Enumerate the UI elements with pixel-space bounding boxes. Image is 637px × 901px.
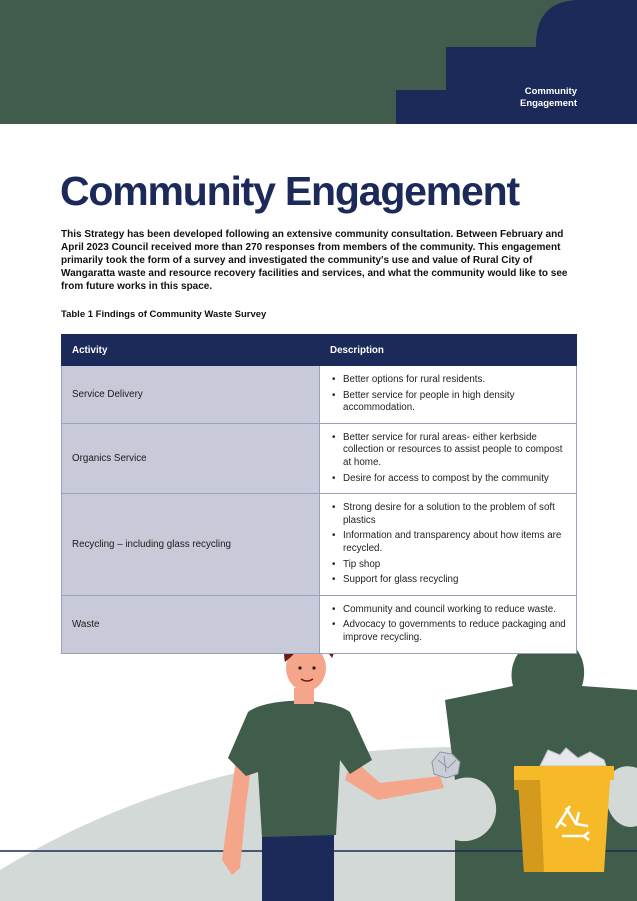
table-row: [62, 366, 577, 424]
header-activity: Activity: [62, 335, 320, 366]
table-row: [62, 494, 577, 596]
person-pants: [262, 828, 334, 901]
table-row: [62, 595, 577, 653]
header-banner: [0, 0, 637, 124]
recycling-bin-icon: [514, 748, 614, 872]
table-header-row: [62, 335, 577, 366]
activity-cell: Recycling – including glass recycling: [62, 494, 320, 596]
intro-paragraph: This Strategy has been developed following an extensive community consultation. Between February and April 2023 Council received more than 270 responses from members of the community. This engagement primarily took the form of a survey and investigated the community's use and value of Rural City of Wangaratta waste and resource recovery facilities and services, and what the community would like to see from future works in this space.: [61, 229, 568, 293]
table-row: [62, 423, 577, 493]
list-item: • Better options for rural residents.: [330, 374, 568, 387]
bin-lid: [514, 766, 614, 780]
description-list: [330, 432, 568, 485]
activity-cell: Organics Service: [62, 423, 320, 493]
list-item: • Strong desire for a solution to the problem of soft plastics: [330, 502, 568, 527]
description-list: [330, 374, 568, 415]
description-cell: [320, 366, 577, 424]
list-item: • Information and transparency about how items are recycled.: [330, 530, 568, 555]
findings-table: [61, 334, 577, 654]
list-item: • Better service for people in high density accommodation.: [330, 390, 568, 415]
list-item: • Support for glass recycling: [330, 574, 568, 587]
list-item: • Advocacy to governments to reduce packaging and improve recycling.: [330, 619, 568, 644]
activity-cell: Service Delivery: [62, 366, 320, 424]
activity-cell: Waste: [62, 595, 320, 653]
person-eye: [312, 666, 315, 669]
person-eye: [298, 666, 301, 669]
description-cell: [320, 494, 577, 596]
description-cell: [320, 595, 577, 653]
list-item: • Better service for rural areas- either kerbside collection or resources to assist people to compost at home.: [330, 432, 568, 470]
list-item: • Community and council working to reduce waste.: [330, 604, 568, 617]
description-list: [330, 604, 568, 645]
illustration: [0, 620, 637, 901]
page-title: Community Engagement: [60, 168, 519, 214]
section-tag: [457, 86, 577, 110]
header-description: Description: [320, 335, 577, 366]
section-tag-line2: Engagement: [519, 98, 577, 109]
description-list: [330, 502, 568, 587]
illustration-svg: [0, 620, 637, 901]
table-caption: Table 1 Findings of Community Waste Survey: [61, 309, 267, 320]
list-item: • Desire for access to compost by the community: [330, 473, 568, 486]
section-tag-line1: Community: [524, 86, 577, 97]
description-cell: [320, 423, 577, 493]
list-item: • Tip shop: [330, 559, 568, 572]
